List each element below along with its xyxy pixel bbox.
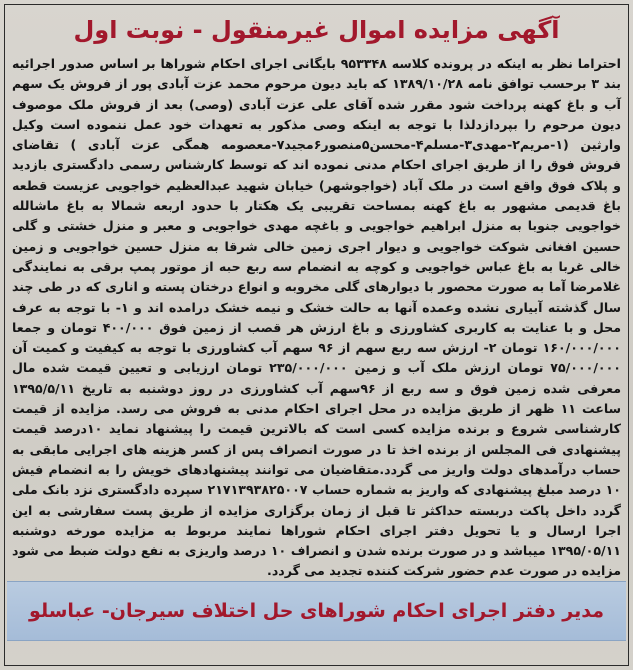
signature-text: مدیر دفتر اجرای احکام شوراهای حل اختلاف سیرجان- عباسلو [29, 600, 604, 622]
notice-title: آگهی مزایده اموال غیرمنقول - نوبت اول [73, 16, 560, 44]
signature-band [7, 581, 626, 641]
notice-body: احتراما نظر به اینکه در پرونده کلاسه ۹۵۳۳۴۸ بایگانی اجرای احکام شوراها بر اساس صدور اجرائیه بند ۳ برحسب توافق نامه ۱۳۸۹/۱۰/۲۸ که باید دیون مرحوم محمد عزت آبادی پور از فروش یک سهم آب و باغ کهنه پرداخت شود مقرر شده آقای علی عزت آبادی (وصی) بعد از فروش ملک موصوف دیون مرحوم را بپردازدلذا با توجه به اینکه وصی مذکور به تعهدات خود عمل ننموده است وکیل وارثین (۱-مریم۲-مهدی۳-مسلم۴-محسن۵منصور۶مجید۷-معصومه همگی عزت آبادی ) تقاضای فروش فوق را از طریق اجرای احکام مدنی نموده اند که توسط کارشناس رسمی دادگستری بازدید و پلاک فوق واقع است در ملک آباد (خواجوشهر) خیابان شهید عبدالعظیم خواجویی عزیست قطعه باغ قدیمی مشهور به باغ کهنه بمساحت تقریبی یک هکتار با حدود اربعه شمالا به باغ ماشالله خواجویی جنوبا به منزل ابراهیم خواجویی و باغچه مهدی خواجویی و معبر و منزل خشتی و گلی حسین افغانی شوکت خواجویی و دیوار اجری زمین خالی شرقا به منزل حسین خواجویی و زمین خالی غربا به باغ عباس خواجویی و کوچه به انضمام سه ربع حبه از موتور پمپ برقی به نمایندگی غلامرضا آما به صورت محصور با دیوارهای گلی مخروبه و انواع درختان پسته و اناری که در طی چند سال گذشته آبیاری نشده وعمده آنها به حالت خشک و نیمه خشک درامده اند و ۱- با توجه به عرف محل و با عنایت به کاربری کشاورزی و باغ ارزش هر قصب از زمین فوق ۴۰۰/۰۰۰ تومان و جمعا ۱۶۰/۰۰۰/۰۰۰ تومان ۲- ارزش سه ربع سهم از ۹۶ سهم آب کشاورزی با توجه به کیفیت و کمیت آن ۷۵/۰۰۰/۰۰۰ تومان ارزش ملک آب و زمین ۲۳۵/۰۰۰/۰۰۰ تومان ارزیابی و تعیین قیمت شده مال معرفی شده زمین فوق و سه ربع از ۹۶سهم آب کشاورزی در روز دوشنبه به تاریخ ۱۳۹۵/۵/۱۱ ساعت ۱۱ ظهر از طریق مزایده در محل اجرای احکام مدنی به فروش می رسد. مزایده از قیمت کارشناسی شروع و برنده مزایده کسی است که بالاترین قیمت را پیشنهاد نماید ۱۰درصد قیمت پیشنهادی فی المجلس از برنده اخذ تا در صورت انصراف پس از کسر هزینه های اجرایی مابقی به حساب درآمدهای دولت واریز می گردد.متقاضیان می توانند پیشنهادهای خویش را به انضمام فیش ۱۰ درصد مبلغ پیشنهادی که واریز به شماره حساب ۲۱۷۱۳۹۳۸۲۵۰۰۷ سپرده دادگستری نزد بانک ملی گردد داخل پاکت دربسته حداکثر تا قبل از زمان برگزاری مزایده از طریق پست سفارشی به این اجرا ارسال و یا تحویل دفتر اجرای احکام شوراها نمایند مربوط به مزایده مورخه دوشنبه ۱۳۹۵/۰۵/۱۱ میباشد و در صورت برنده شدن و انصراف ۱۰ درصد واریزی به نفع دولت ضبط می شود مزایده در صورت عدم حضور شرکت کننده تجدید می گردد. [12, 56, 622, 579]
title-container [0, 8, 633, 52]
